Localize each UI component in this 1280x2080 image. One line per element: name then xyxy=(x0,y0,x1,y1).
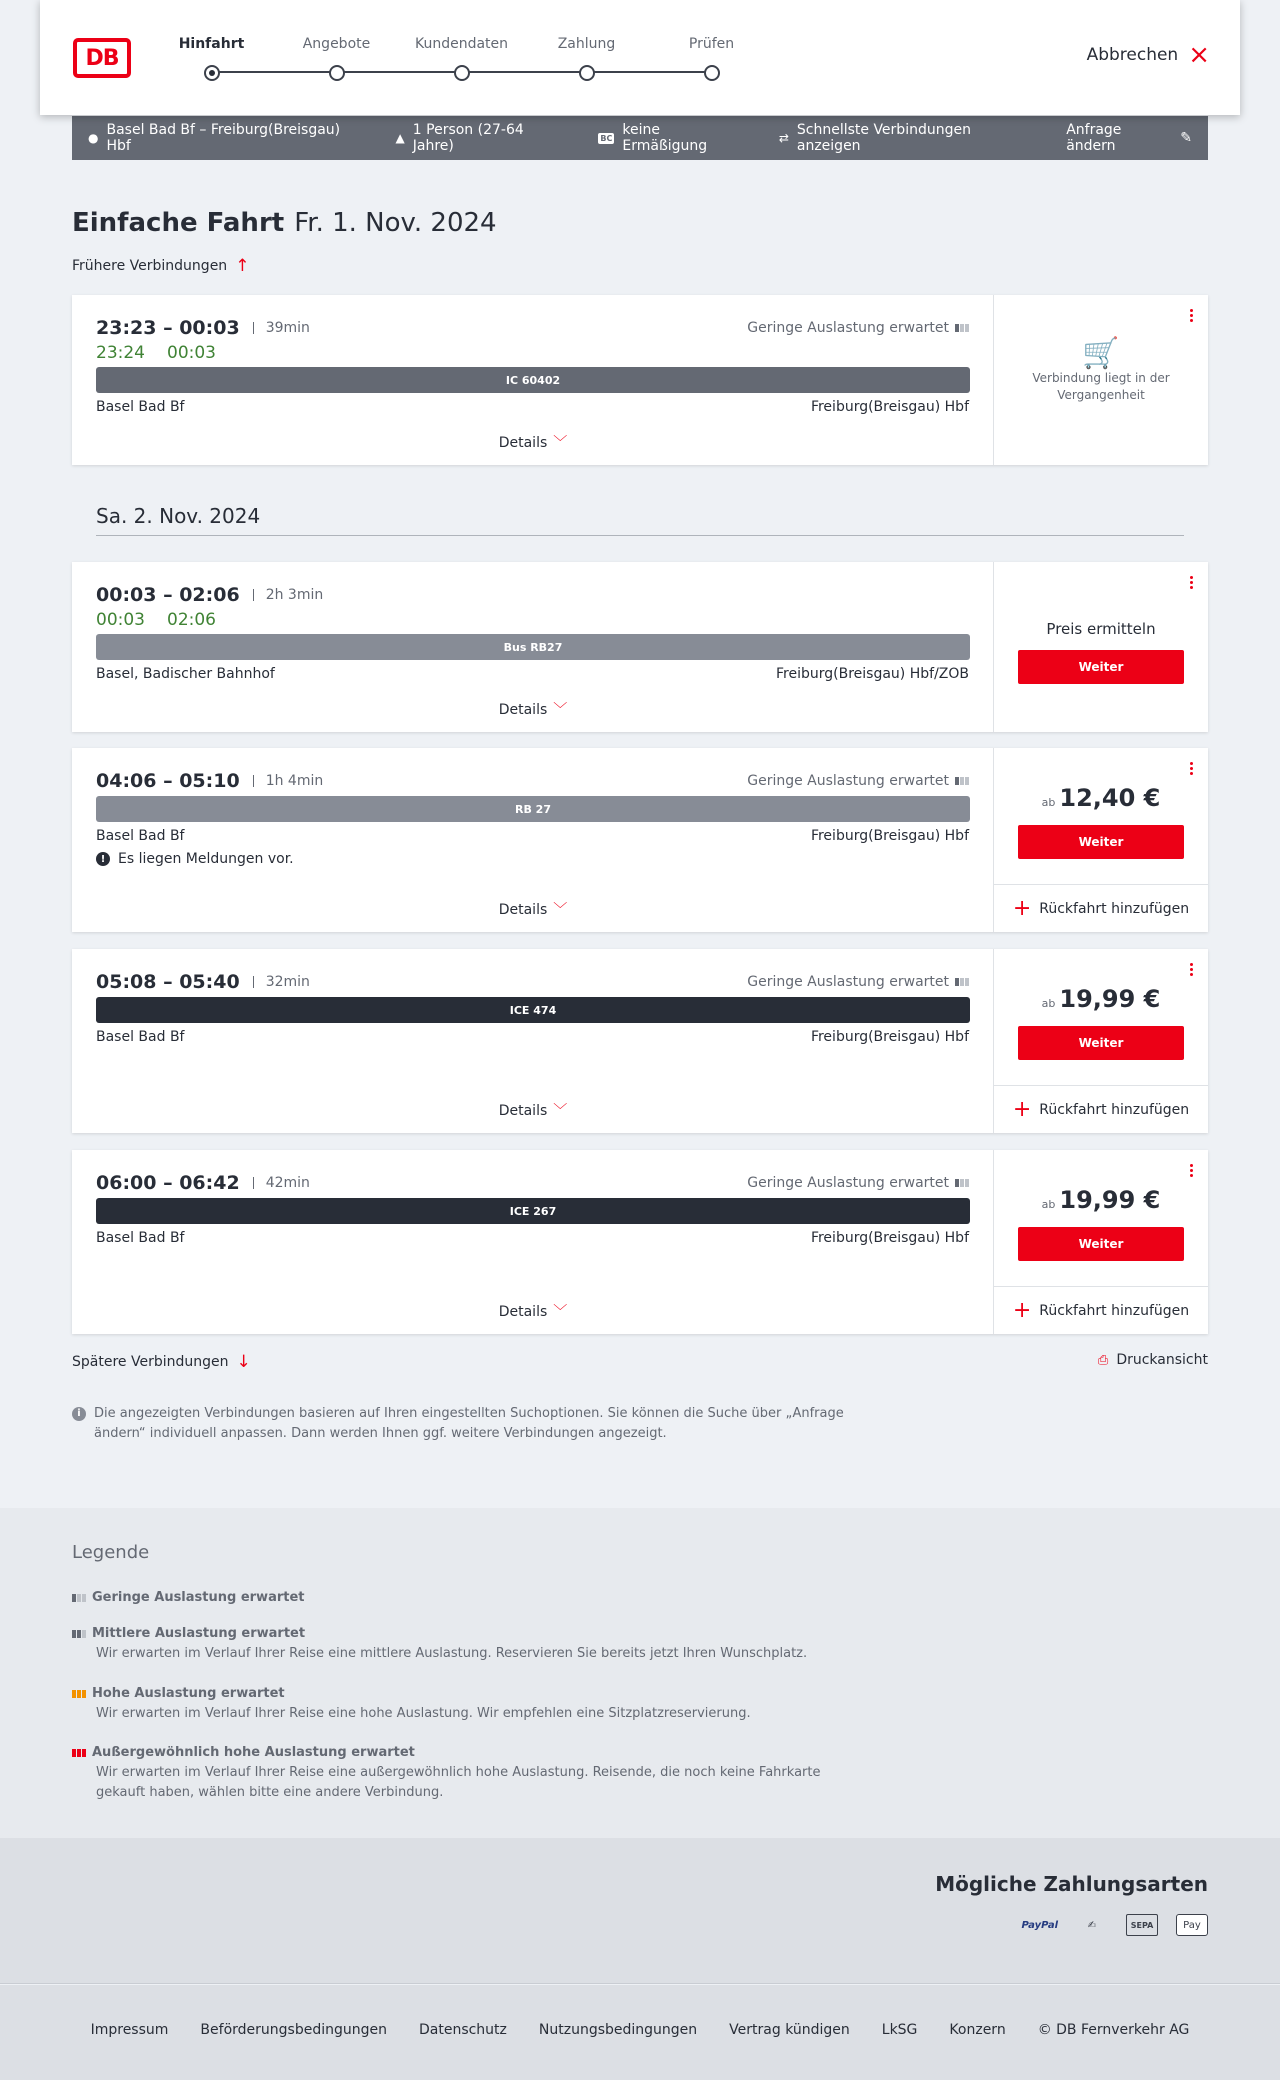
plus-icon: + xyxy=(1012,1297,1032,1323)
train-bar[interactable]: RB 27 xyxy=(96,796,970,822)
occupancy-low-icon xyxy=(955,978,969,986)
legend-section xyxy=(0,1508,1280,1838)
connection-main xyxy=(72,562,994,732)
step-pruefen: Prüfen xyxy=(649,36,774,81)
train-bar[interactable]: ICE 267 xyxy=(96,1198,970,1224)
more-options-icon[interactable] xyxy=(1188,576,1194,589)
step-dot xyxy=(704,65,720,81)
price: ab 19,99 € xyxy=(1041,1186,1161,1214)
paypal-icon: PayPal xyxy=(1021,1919,1058,1931)
apple-pay-icon: Pay xyxy=(1176,1914,1208,1936)
step-hinfahrt: Hinfahrt xyxy=(149,36,274,81)
disruption-notice[interactable]: ! Es liegen Meldungen vor. xyxy=(96,851,294,867)
legend-item-title: Mittlere Auslastung erwartet xyxy=(72,1624,872,1644)
occupancy-high-icon xyxy=(72,1690,86,1698)
step-dot xyxy=(204,65,220,81)
payment-title: Mögliche Zahlungsarten xyxy=(935,1872,1208,1896)
person-icon: ▲ xyxy=(395,131,405,145)
departure-station: Basel Bad Bf xyxy=(96,828,185,844)
occupancy-medium-icon xyxy=(72,1630,86,1638)
connection-card xyxy=(72,1150,1208,1334)
arrival-station: Freiburg(Breisgau) Hbf xyxy=(810,1230,969,1246)
step-dot xyxy=(579,65,595,81)
occupancy-info: Geringe Auslastung erwartet xyxy=(747,320,969,336)
footer xyxy=(0,1985,1280,2080)
occupancy-low-icon xyxy=(955,1179,969,1187)
connection-times: 04:06 – 05:10 1h 4min xyxy=(96,770,324,792)
connection-main xyxy=(72,1150,994,1334)
print-view-link[interactable]: ⎙ Druckansicht xyxy=(1097,1352,1208,1368)
connection-times: 05:08 – 05:40 32min xyxy=(96,971,310,993)
train-bar[interactable]: ICE 474 xyxy=(96,997,970,1023)
continue-button[interactable]: Weiter xyxy=(1018,650,1184,684)
more-options-icon[interactable] xyxy=(1188,1164,1194,1177)
connection-times: 00:03 – 02:06 2h 3min xyxy=(96,584,324,606)
add-return-button[interactable]: + Rückfahrt hinzufügen xyxy=(994,1286,1208,1334)
price: ab 19,99 € xyxy=(1041,985,1161,1013)
departure-station: Basel Bad Bf xyxy=(96,1230,185,1246)
arrival-station: Freiburg(Breisgau) Hbf xyxy=(810,1029,969,1045)
info-icon: i xyxy=(72,1407,86,1421)
location-pin-icon: ● xyxy=(88,131,99,145)
arrival-station: Freiburg(Breisgau) Hbf/ZOB xyxy=(776,666,969,682)
legend-item xyxy=(72,1743,872,1803)
connection-main xyxy=(72,748,994,932)
cancel-button[interactable]: Abbrechen × xyxy=(1086,39,1210,70)
footer-copyright[interactable]: © DB Fernverkehr AG xyxy=(1037,2022,1190,2038)
arrival-station: Freiburg(Breisgau) Hbf xyxy=(810,399,969,415)
legend-item-desc: Wir erwarten im Verlauf Ihrer Reise eine außergewöhnlich hohe Auslastung. Reisende, die noch keine Fahrkarte gekauft haben, wählen bitte eine andere Verbindung. xyxy=(96,1765,821,1800)
footer-link-nutzung[interactable]: Nutzungsbedingungen xyxy=(538,2022,698,2038)
chevron-down-icon: ﹀ xyxy=(553,435,568,451)
add-return-button[interactable]: + Rückfahrt hinzufügen xyxy=(994,884,1208,932)
sepa-icon: SEPA xyxy=(1126,1914,1158,1936)
details-toggle[interactable]: Details ﹀ xyxy=(498,1103,568,1119)
step-angebote: Angebote xyxy=(274,36,399,81)
occupancy-info: Geringe Auslastung erwartet xyxy=(747,773,969,789)
connection-card xyxy=(72,949,1208,1133)
footer-link-befoerderung[interactable]: Beförderungsbedingungen xyxy=(200,2022,387,2038)
departure-station: Basel, Badischer Bahnhof xyxy=(96,666,275,682)
occupancy-low-icon xyxy=(955,777,969,785)
occupancy-extreme-icon xyxy=(72,1749,86,1757)
footer-link-lksg[interactable]: LkSG xyxy=(881,2022,918,2038)
payment-methods xyxy=(1021,1914,1208,1936)
discount-summary: BC keine Ermäßigung xyxy=(600,122,708,154)
pencil-icon: ✎ xyxy=(1180,130,1192,146)
route-summary: ● Basel Bad Bf – Freiburg(Breisgau) Hbf xyxy=(88,122,341,154)
booking-header xyxy=(40,0,1240,115)
occupancy-low-icon xyxy=(72,1594,86,1602)
occupancy-low-icon xyxy=(955,324,969,332)
occupancy-info: Geringe Auslastung erwartet xyxy=(747,1175,969,1191)
chevron-down-icon: ﹀ xyxy=(553,1304,568,1320)
connection-offer xyxy=(994,562,1208,732)
details-toggle[interactable]: Details ﹀ xyxy=(498,702,568,718)
details-toggle[interactable]: Details ﹀ xyxy=(498,435,568,451)
swap-arrows-icon: ⇄ xyxy=(778,131,789,145)
printer-icon: ⎙ xyxy=(1097,1352,1109,1368)
search-info-text: i Die angezeigten Verbindungen basieren auf Ihren eingestellten Suchoptionen. Sie können die Suche über „Anfrage ändern“ individuell anpassen. Dann werden Ihnen ggf. weitere Verbindungen angezeigt. xyxy=(72,1404,862,1444)
step-zahlung: Zahlung xyxy=(524,36,649,81)
legend-item xyxy=(72,1588,872,1608)
connection-card xyxy=(72,295,1208,465)
continue-button[interactable]: Weiter xyxy=(1018,1026,1184,1060)
plus-icon: + xyxy=(1012,1096,1032,1122)
more-options-icon[interactable] xyxy=(1188,309,1194,322)
connection-offer xyxy=(994,1150,1208,1334)
footer-link-konzern[interactable]: Konzern xyxy=(949,2022,1006,2038)
arrival-station: Freiburg(Breisgau) Hbf xyxy=(810,828,969,844)
connection-offer xyxy=(994,748,1208,932)
connection-times: 06:00 – 06:42 42min xyxy=(96,1172,310,1194)
plus-icon: + xyxy=(1012,895,1032,921)
step-dot xyxy=(454,65,470,81)
details-toggle[interactable]: Details ﹀ xyxy=(498,1304,568,1320)
departure-station: Basel Bad Bf xyxy=(96,399,185,415)
price: ab 12,40 € xyxy=(1041,784,1161,812)
connection-times: 23:23 – 00:03 39min xyxy=(96,317,310,339)
price-label: Preis ermitteln xyxy=(1046,620,1156,638)
connection-main xyxy=(72,295,994,465)
page-title: Einfache Fahrt Fr. 1. Nov. 2024 xyxy=(72,208,497,238)
step-kundendaten: Kundendaten xyxy=(399,36,524,81)
legend-item-title: Geringe Auslastung erwartet xyxy=(72,1588,872,1608)
footer-link-datenschutz[interactable]: Datenschutz xyxy=(418,2022,507,2038)
legend-title: Legende xyxy=(72,1542,150,1563)
continue-button[interactable]: Weiter xyxy=(1018,1227,1184,1261)
earlier-connections-link[interactable]: Frühere Verbindungen ↑ xyxy=(72,256,250,276)
past-connection-info: 🛒 Verbindung liegt in der Vergangenheit xyxy=(994,345,1208,404)
legend-item-title: Hohe Auslastung erwartet xyxy=(72,1684,872,1704)
persons-summary: ▲ 1 Person (27-64 Jahre) xyxy=(395,122,524,154)
cart-unavailable-icon: 🛒 xyxy=(1082,336,1120,371)
step-dot xyxy=(329,65,345,81)
add-return-button[interactable]: + Rückfahrt hinzufügen xyxy=(994,1085,1208,1133)
change-query-button[interactable]: Anfrage ändern ✎ xyxy=(1066,122,1192,154)
later-connections-link[interactable]: Spätere Verbindungen ↓ xyxy=(72,1352,251,1372)
close-icon: × xyxy=(1188,39,1210,70)
realtime-times: 23:24 00:03 xyxy=(96,343,216,363)
departure-station: Basel Bad Bf xyxy=(96,1029,185,1045)
train-bar[interactable]: IC 60402 xyxy=(96,367,970,393)
arrow-down-icon: ↓ xyxy=(236,1352,251,1372)
db-logo[interactable]: DB xyxy=(73,38,131,78)
legend-item xyxy=(72,1624,872,1664)
bahncard-icon: BC xyxy=(600,133,613,143)
footer-link-impressum[interactable]: Impressum xyxy=(90,2022,169,2038)
legend-item-desc: Wir erwarten im Verlauf Ihrer Reise eine hohe Auslastung. Wir empfehlen eine Sitzplatzreservierung. xyxy=(96,1706,751,1721)
connection-offer xyxy=(994,295,1208,465)
fastest-toggle[interactable]: ⇄ Schnellste Verbindungen anzeigen xyxy=(778,122,971,154)
footer-link-vertrag[interactable]: Vertrag kündigen xyxy=(729,2022,850,2038)
details-toggle[interactable]: Details ﹀ xyxy=(498,902,568,918)
arrow-up-icon: ↑ xyxy=(235,256,250,276)
connection-card xyxy=(72,562,1208,732)
legend-item-desc: Wir erwarten im Verlauf Ihrer Reise eine mittlere Auslastung. Reservieren Sie bereits jetzt Ihren Wunschplatz. xyxy=(96,1646,808,1661)
warning-icon: ! xyxy=(96,852,110,866)
more-options-icon[interactable] xyxy=(1188,762,1194,775)
legend-item-title: Außergewöhnlich hohe Auslastung erwartet xyxy=(72,1743,872,1763)
train-bar[interactable]: Bus RB27 xyxy=(96,634,970,660)
search-summary-bar xyxy=(72,116,1208,160)
more-options-icon[interactable] xyxy=(1188,963,1194,976)
connection-main xyxy=(72,949,994,1133)
payment-section xyxy=(0,1838,1280,1984)
direct-debit-icon: ✍ xyxy=(1087,1919,1097,1931)
connection-offer xyxy=(994,949,1208,1133)
occupancy-info: Geringe Auslastung erwartet xyxy=(747,974,969,990)
chevron-down-icon: ﹀ xyxy=(553,702,568,718)
continue-button[interactable]: Weiter xyxy=(1018,825,1184,859)
chevron-down-icon: ﹀ xyxy=(553,1103,568,1119)
day-separator: Sa. 2. Nov. 2024 xyxy=(96,504,1184,536)
chevron-down-icon: ﹀ xyxy=(553,902,568,918)
realtime-times: 00:03 02:06 xyxy=(96,610,216,630)
connection-card xyxy=(72,748,1208,932)
legend-item xyxy=(72,1684,872,1724)
